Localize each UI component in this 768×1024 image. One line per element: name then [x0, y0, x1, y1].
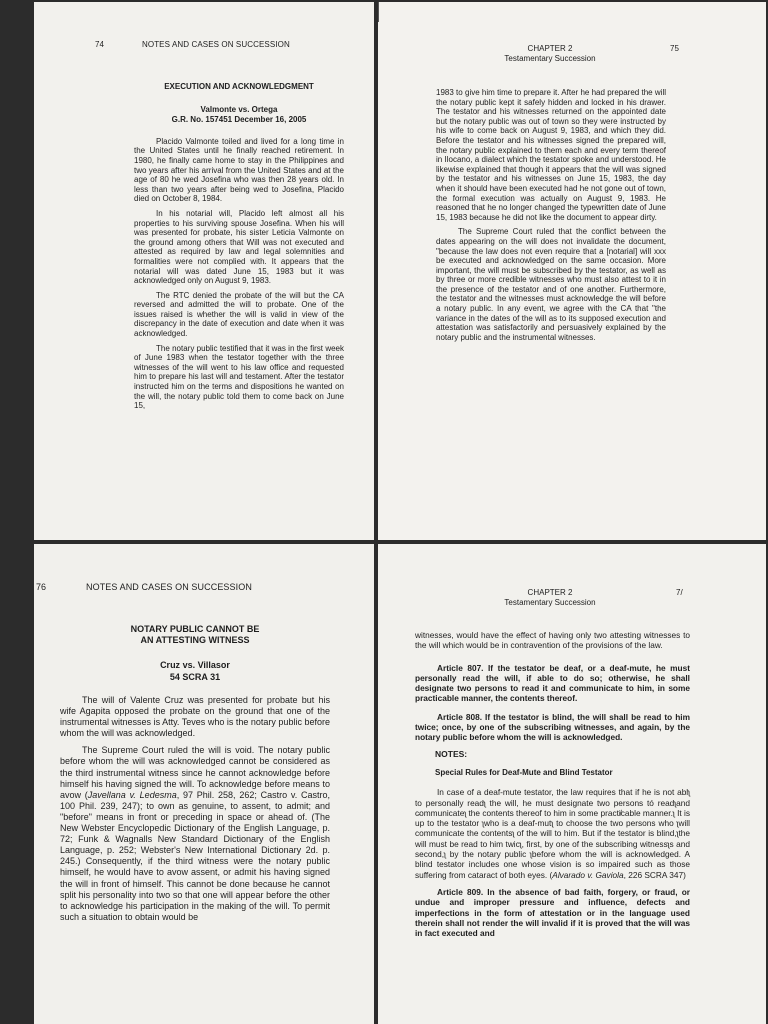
page-75 [378, 2, 766, 540]
paragraph: 1983 to give him time to prepare it. After he had prepared the will the notary public kept it safely hidden and locked in his drawer. The testator and his witnesses returned on the appointed date but the notary public was out of town so they were instructed by his wife to come back on August 9, 1983, and which they did. Before the testator and his witnesses signed the prepared will, the notary public explained to them each and every term thereof in Ilocano, a dialect which the testator spoke and understood. He likewise explained that though it appears that the will was signed by the testator and his witnesses on June 15, 1983, the day when it should have been executed had he not gone out of town, the formal execution was actually on August 9, 1983. He reasoned that he no longer changed the typewritten date of June 15, 1983 because he did not like the document to appear dirty. [436, 88, 666, 222]
section-title: EXECUTION AND ACKNOWLEDGMENT [164, 82, 314, 91]
page-74-body [134, 82, 344, 416]
chapter-label: CHAPTER 2 [527, 588, 573, 597]
chapter-heading [490, 588, 610, 608]
case-name: Alvarado v. Gaviola [552, 869, 624, 880]
paragraph: The RTC denied the probate of the will but the CA reversed and admitted the will to probate. One of the issues raised is whether the will is valid in view of the discrepancy in the date of execution and date when it was acknowledged. [134, 290, 344, 339]
page-number: 7/ [676, 588, 683, 597]
page-number: 76 [36, 582, 47, 592]
case-citation: 54 SCRA 31 [169, 672, 221, 682]
paragraph: The will of Valente Cruz was presented for probate but his wife Agapita opposed the probate on the ground that one of the instrumental witnesses is Atty. Teves who is the notary public before whom the will was acknowledged. [60, 695, 330, 739]
page-number: 75 [670, 44, 679, 53]
chapter-title: Testamentary Succession [504, 598, 596, 607]
running-head: NOTES AND CASES ON SUCCESSION [86, 582, 252, 592]
running-head: NOTES AND CASES ON SUCCESSION [142, 40, 290, 49]
text-run: , 226 SCRA 347) [623, 869, 686, 880]
page-76-body [60, 624, 330, 929]
page-74 [34, 2, 374, 540]
case-citation: G.R. No. 157451 December 16, 2005 [171, 115, 307, 125]
paragraph [415, 787, 690, 880]
paragraph: The notary public testified that it was in the first week of June 1983 when the testator together with the three witnesses of the will went to his law office and requested him to prepare his last will and testament. After the testator instructed him on the terms and dispositions he wanted on the will, the notary public told them to come back on June 15, [134, 343, 344, 411]
article-808: Article 808. If the testator is blind, the will shall be read to him twice; once, by one of the subscribing witnesses, and again, by the notary public before whom the will is acknowledged. [415, 711, 690, 743]
section-title-line-2: AN ATTESTING WITNESS [140, 635, 250, 645]
chapter-label: CHAPTER 2 [527, 44, 573, 53]
paragraph: The Supreme Court ruled that the conflict between the dates appearing on the will does not invalidate the document, "because the law does not even require that a [notarial] will xxx be executed and acknowledged on the same occasion. More important, the will must be subscribed by the testator, as well as by three or more credible witnesses who must also attest to it in the presence of the testator and of one another. Furthermore, the testator and the witnesses must acknowledge the will before a notary public. In any event, we agree with the CA that "the variance in the dates of the will as to its supposed execution and attestation was satisfactorily and persuasively explained by the notary public and the instrumental witnesses. [436, 227, 666, 342]
text-run: The Supreme Court ruled the will is void. The notary public before whom the will was acknowledged cannot be considered as the third instrumental witness since he cannot acknowledge before himself his having signed the will. To acknowledge before means to avow ( [60, 745, 330, 800]
chapter-heading [490, 44, 610, 64]
paragraph: witnesses, would have the effect of having only two attesting witnesses to the will which would be in contravention of the provisions of the law. [415, 630, 690, 651]
article-807: Article 807. If the testator be deaf, or a deaf-mute, he must personally read the will, if able to do so; otherwise, he shall designate two persons to read it and communicate to him, in some practicable manner, the contents thereof. [415, 662, 690, 704]
article-809: Article 809. In the absence of bad faith, forgery, or fraud, or undue and improper pressure and influence, defects and imperfections in the form of attestation or in the language used therein shall not render the will invalid if it is proved that the will was in fact executed and [415, 886, 690, 939]
page-77-body [415, 630, 690, 943]
paragraph: In his notarial will, Placido left almost all his properties to his surviving spouse Josefina. When his will was presented for probate, his sister Leticia Valmonte on the ground among others that Will was not executed and attested as required by law and legal solemnities and formalities were not complied with. It appears that the notarial will was dated June 15, 1983 but it was acknowledged only on August 9, 1983. [134, 208, 344, 286]
case-name: Javellana v. Ledesma [87, 789, 177, 800]
gutter-mark [378, 2, 379, 22]
paragraph: Placido Valmonte toiled and lived for a long time in the United States until he finally reached retirement. In 1980, he finally came home to stay in the Philippines and two years after his arrival from the United States and at the age of 80 he wed Josefina who was then 28 years old. In less than two years after being wed to Josefina, Placido died on October 8, 1984. [134, 136, 344, 204]
page-number: 74 [95, 40, 104, 49]
page-77 [378, 544, 766, 1024]
notes-heading: NOTES: [435, 748, 468, 759]
text-run: , 97 Phil. 258, 262; Castro v. Castro, 100 Phil. 239, 247); to own as genuine, to assent, to admit; and "before" means in front or preceding in space or ahead of. (The New Webster Encyclopedic Dictionary of the English Language, p. 72; Funk & Wagnalls New Standard Dictionary of the English Language, p. 252; Webster's New International Dictionary 2d. p. 245.) Consequently, if the third witness were the notary public himself, he would have to avow assent, or admit his having signed the will in front of himself. This cannot be done because he cannot split his personality into two so that one will appear before the other to acknowledge his participation in the making of the will. To permit such a situation to obtain would be [60, 789, 330, 922]
notes-subheading: Special Rules for Deaf-Mute and Blind Testator [435, 767, 613, 777]
case-title: Valmonte vs. Ortega [200, 104, 278, 114]
chapter-title: Testamentary Succession [504, 54, 596, 63]
page-76 [34, 544, 374, 1024]
paragraph [60, 745, 330, 923]
case-title: Cruz vs. Villasor [160, 660, 230, 670]
page-75-body [436, 88, 666, 347]
section-title-line-1: NOTARY PUBLIC CANNOT BE [130, 624, 260, 634]
text-run: In case of a deaf-mute testator, the law requires that if he is not ablʅ to personally readʅ the will, he must designate two persons tó readʅand c̵ommunicateʅ the contents thereof to him in some practi̸cable manner.ʅ It is up to the testator ʅwho is a deaf-mutʅ to choose the two persons who ʅwill communicate the contentsʅ of the will to him. But if the testator is blind,ʅthe will must be read to him twicʅ, first, by one of the subscribing witnessʅs and second,ʅ by the notary public ʅbefore whom the will is acknowledged. A blind testator includes one whose vision is so impaired such as those suffering from cataract of both eyes. ( [415, 787, 690, 880]
